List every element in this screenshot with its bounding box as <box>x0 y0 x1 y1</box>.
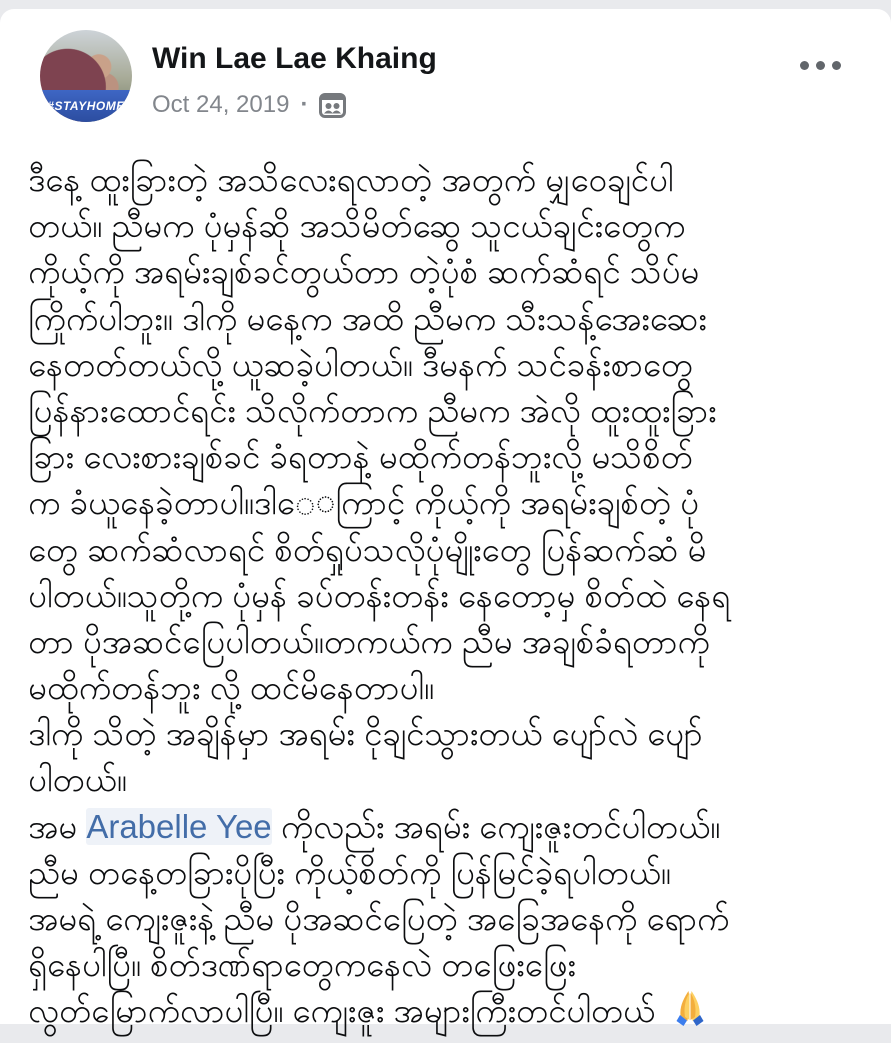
friends-audience-icon <box>319 93 346 118</box>
post-text-line: ဒီနေ့ ထူးခြားတဲ့ အသိလေးရလာတဲ့ အတွက် မျှဝေချင်ပါ <box>28 161 674 198</box>
post-text-line: တယ်။ ညီမက ပုံမှန်ဆို အသိမိတ်ဆွေ သူငယ်ချင်းတွေက <box>28 207 686 245</box>
post-text-line: ကိုယ့်ကို အရမ်းချစ်ခင်တွယ်တာ တဲ့ပုံစံ ဆက်ဆံရင် သိပ်မ <box>28 253 700 291</box>
post-header <box>0 9 891 149</box>
post-text-line-with-mention <box>28 804 867 850</box>
post-text-line: တွေ ဆက်ဆံလာရင် စိတ်ရှုပ်သလိုပုံမျိုးတွေ ပြန်ဆက်ဆံ မိ <box>28 530 707 568</box>
post-options-button[interactable] <box>794 55 847 76</box>
post-text-line: ပါတယ်။သူတို့က ပုံမှန် ခပ်တန်းတန်း နေတော့မှ စိတ်ထဲ နေရ <box>28 576 731 614</box>
ellipsis-icon <box>832 61 841 70</box>
post-meta[interactable] <box>152 91 346 119</box>
avatar[interactable] <box>40 30 132 122</box>
ellipsis-icon <box>816 61 825 70</box>
post-card <box>0 9 891 1030</box>
post-text-line: ညီမ တနေ့တခြားပိုပြီး ကိုယ့်စိတ်ကို ပြန်မြင်ခဲ့ရပါတယ်။ <box>28 853 671 891</box>
post-text-line: ရှိနေပါပြီ။ စိတ်ဒဏ်ရာတွေကနေလဲ တဖြေးဖြေး <box>28 946 576 984</box>
post-text-line: ပါတယ်။ <box>28 761 127 799</box>
mention-suffix-text: ကိုလည်း အရမ်း ကျေးဇူးတင်ပါတယ်။ <box>271 807 721 845</box>
mention-prefix-text: အမ <box>28 807 87 845</box>
avatar-frame-badge: #STAYHOME <box>40 90 132 122</box>
post-text-line: တာ ပိုအဆင်ပြေပါတယ်။တကယ်က ညီမ အချစ်ခံရတာကို <box>28 622 710 660</box>
post-text-line: က ခံယူနေခဲ့တာပါ။ဒါေ◌ကြာင့် ကိုယ့်ကို အရမ်းချစ်တဲ့ ပုံ <box>28 484 700 522</box>
post-text-line: ခြား လေးစားချစ်ခင် ခံရတာနဲ့ မထိုက်တန်ဘူးလို့ မသိစိတ် <box>28 438 693 476</box>
author-name-link[interactable]: Win Lae Lae Khaing <box>152 42 437 75</box>
post-text-line: မထိုက်တန်ဘူး လို့ ထင်မိနေတာပါ။ <box>28 669 434 707</box>
post-text-line: ကြိုက်ပါဘူး။ ဒါကို မနေ့က အထိ ညီမက သီးသန့်အေးဆေး <box>28 299 707 337</box>
post-text-line: ပြန်နားထောင်ရင်း သိလိုက်တာက ညီမက အဲလို ထူးထူးခြား <box>28 391 717 429</box>
post-body <box>28 157 867 1035</box>
folded-hands-emoji <box>669 988 711 1030</box>
meta-separator: · <box>300 91 309 118</box>
ellipsis-icon <box>800 61 809 70</box>
closing-line-text: လွတ်မြောက်လာပါပြီ။ ကျေးဇူး အများကြီးတင်ပါတယ် <box>28 992 656 1030</box>
post-text-line: ဒါကို သိတဲ့ အချိန်မှာ အရမ်း ငိုချင်သွားတယ် ပျော်လဲ ပျော် <box>28 715 703 753</box>
post-text-line: နေတတ်တယ်လို့ ယူဆခဲ့ပါတယ်။ ဒီမနက် သင်ခန်းစာတွေ <box>28 345 693 383</box>
mention-link[interactable]: Arabelle Yee <box>86 807 272 845</box>
post-date[interactable]: Oct 24, 2019 <box>152 91 290 118</box>
post-text-line: အမရဲ့ ကျေးဇူးနဲ့ ညီမ ပိုအဆင်ပြေတဲ့ အခြေအနေကို ရောက် <box>28 900 730 937</box>
post-text-line <box>28 988 867 1034</box>
